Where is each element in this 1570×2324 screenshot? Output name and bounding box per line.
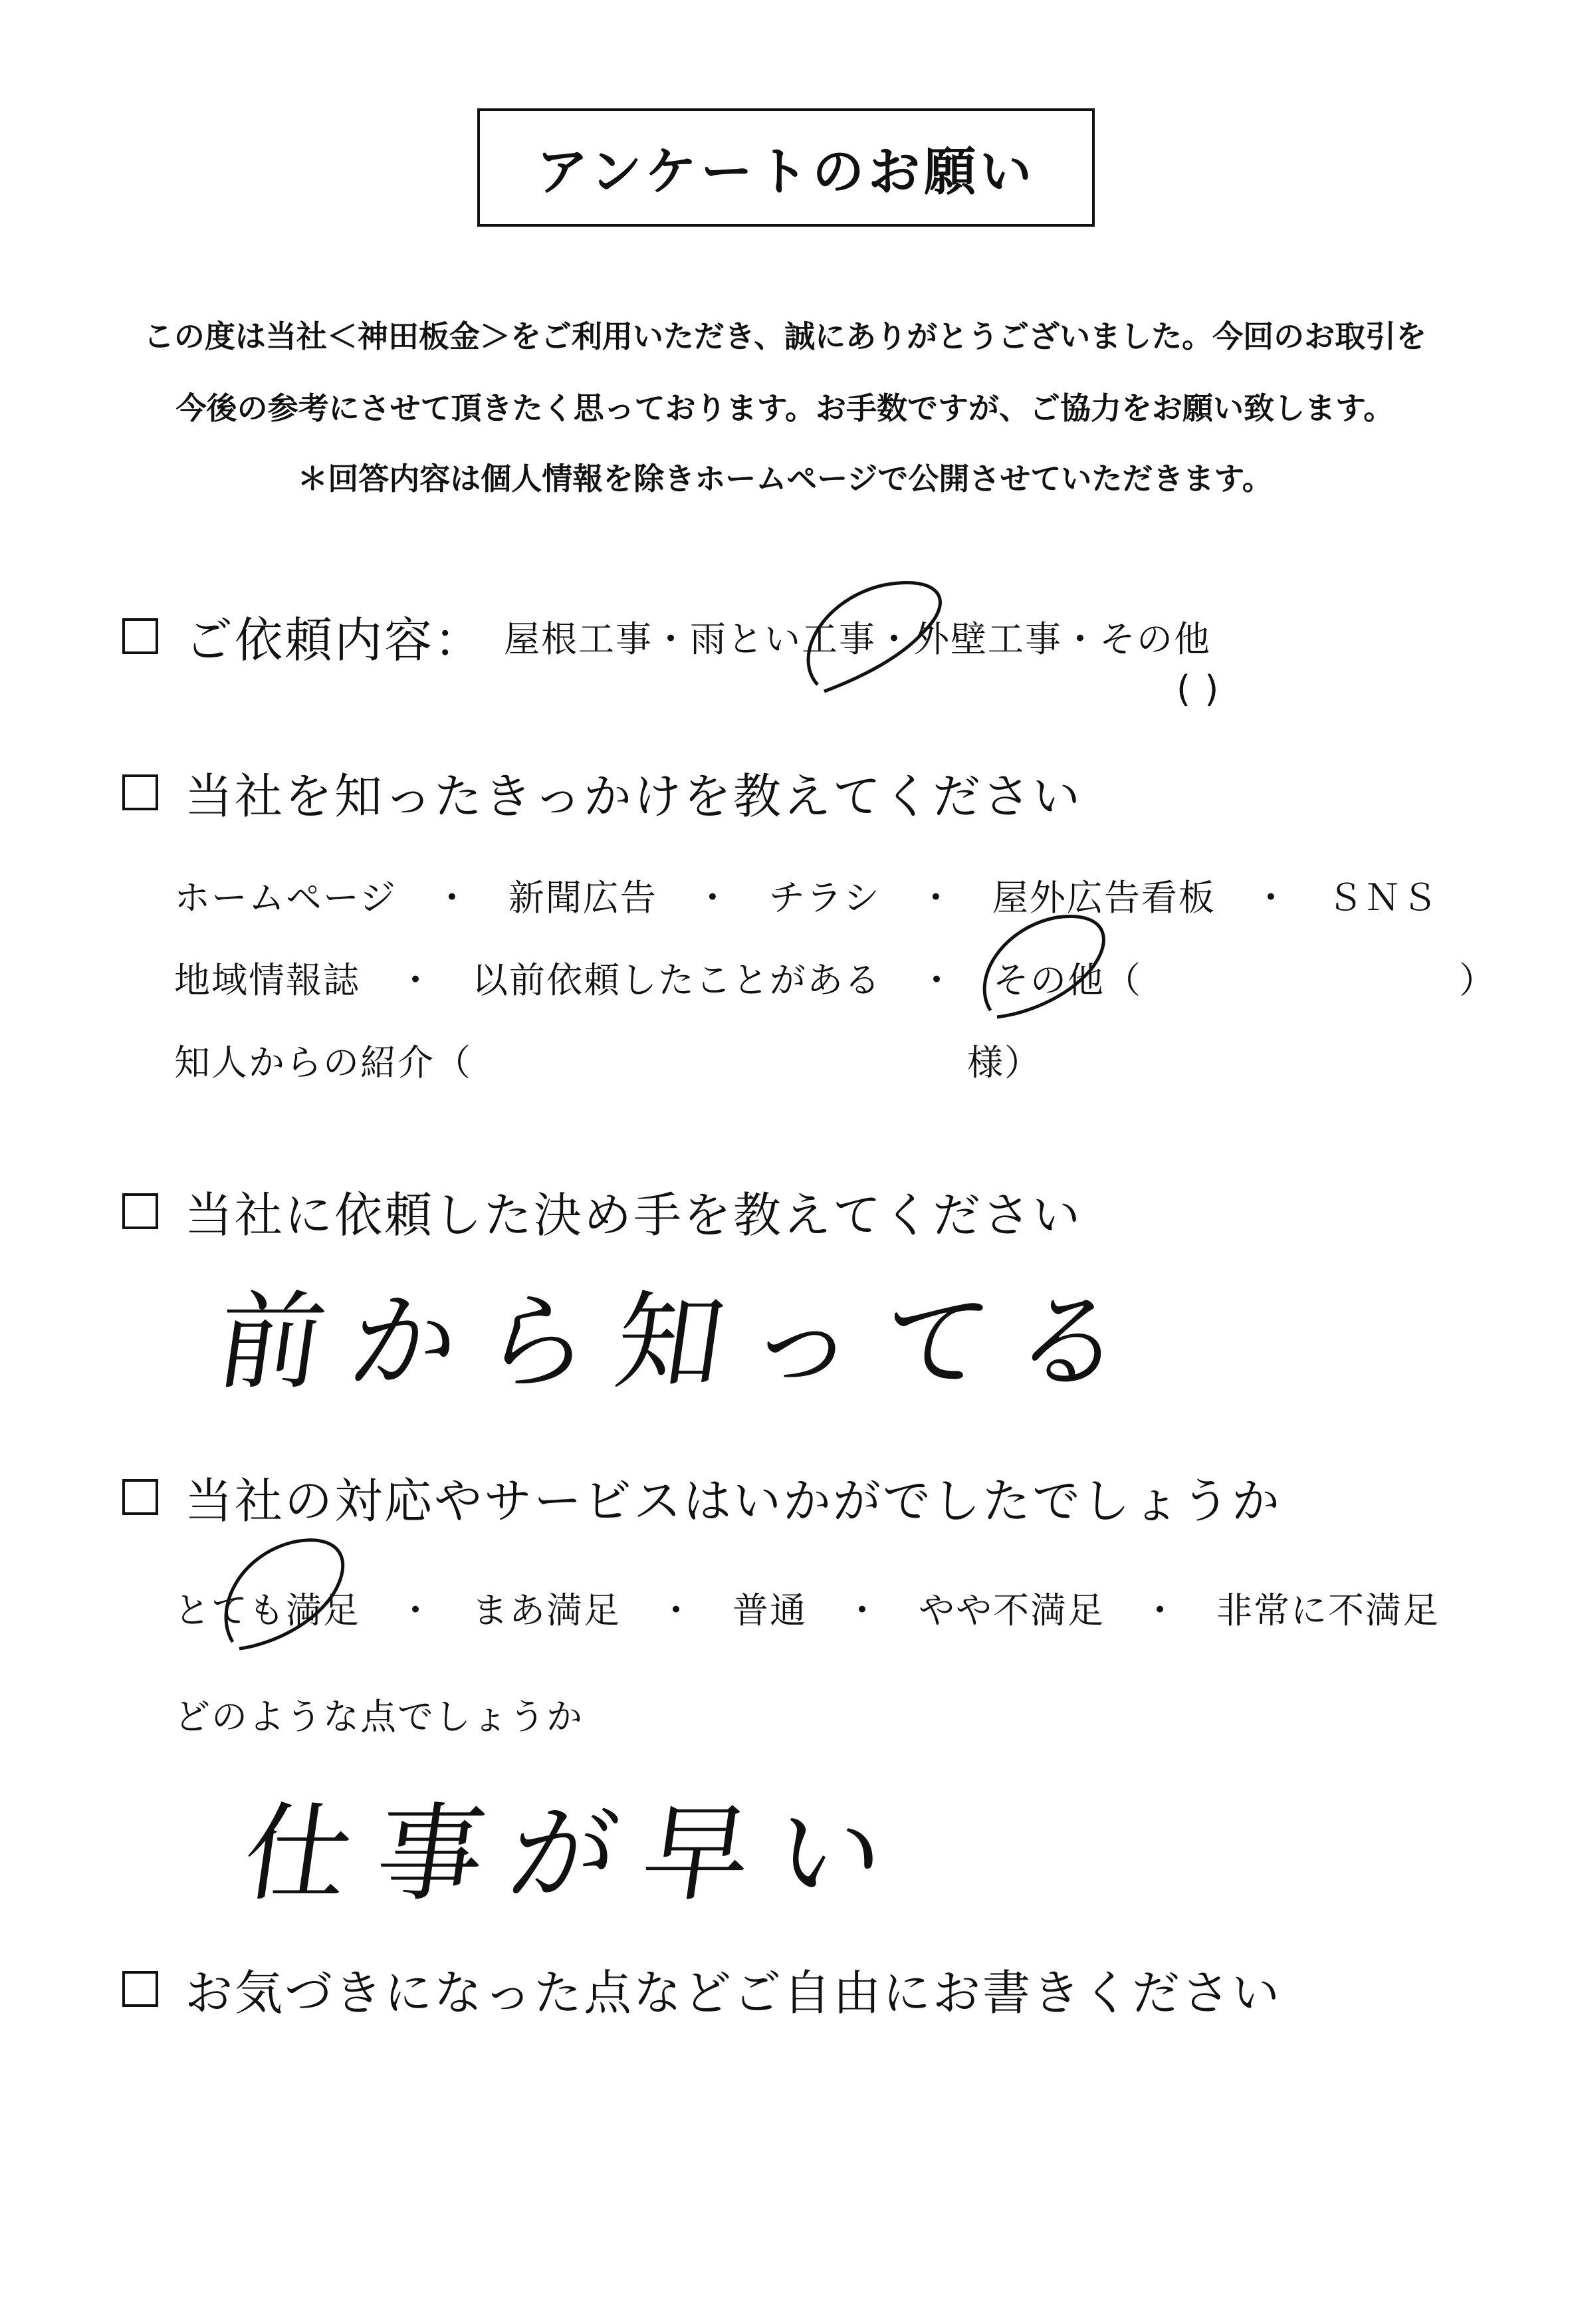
- question-deciding-factor: [122, 1177, 1082, 1246]
- question-label: 当社に依頼した決め手を教えてください: [185, 1187, 1083, 1243]
- checkbox[interactable]: [122, 1971, 158, 2007]
- question-label: 当社を知ったきっかけを教えてください: [185, 768, 1083, 824]
- question-satisfaction: [122, 1462, 1282, 1532]
- discovery-options-2-close: ）: [1459, 959, 1496, 1001]
- handwritten-answer-satisfaction: 仕事が早い: [235, 1792, 919, 1916]
- title-box: [477, 108, 1095, 227]
- question-request-type: [122, 602, 1211, 671]
- question-label: 当社の対応やサービスはいかがでしたでしょうか: [185, 1473, 1282, 1529]
- checkbox[interactable]: [122, 774, 158, 810]
- question-comments: [122, 1954, 1282, 2024]
- intro-line-1: この度は当社＜神田板金＞をご利用いただき、誠にありがとうございました。今回のお取引を: [143, 318, 1427, 354]
- satisfaction-options: とても満足 ・ まあ満足 ・ 普通 ・ やや不満足 ・ 非常に不満足: [174, 1589, 1440, 1631]
- checkbox[interactable]: [122, 618, 158, 654]
- handwritten-answer-deciding-factor: 前から知ってる: [209, 1280, 1158, 1404]
- referral-line: 知人からの紹介（: [174, 1042, 472, 1084]
- question-label: お気づきになった点などご自由にお書きください: [185, 1965, 1282, 2021]
- referral-suffix: 様）: [967, 1042, 1042, 1084]
- satisfaction-reason-prompt: どのような点でしょうか: [174, 1696, 584, 1738]
- discovery-options-1: ホームページ ・ 新聞広告 ・ チラシ ・ 屋外広告看板 ・ ＳＮＳ: [174, 877, 1439, 919]
- page-title: アンケートのお願い: [536, 142, 1036, 202]
- other-paren: ( ): [1177, 668, 1220, 710]
- request-options: 屋根工事・雨とい工事・外壁工事・その他: [504, 618, 1212, 660]
- discovery-options-2: 地域情報誌 ・ 以前依頼したことがある ・ その他（: [174, 959, 1142, 1001]
- checkbox[interactable]: [122, 1479, 158, 1515]
- intro-line-3: ＊回答内容は個人情報を除きホームページで公開させていただきます。: [297, 461, 1273, 497]
- checkbox[interactable]: [122, 1193, 158, 1229]
- question-label: ご依頼内容：: [185, 612, 485, 668]
- question-discovery: [122, 758, 1082, 827]
- intro-line-2: 今後の参考にさせて頂きたく思っております。お手数ですが、ご協力をお願い致します。: [175, 390, 1395, 426]
